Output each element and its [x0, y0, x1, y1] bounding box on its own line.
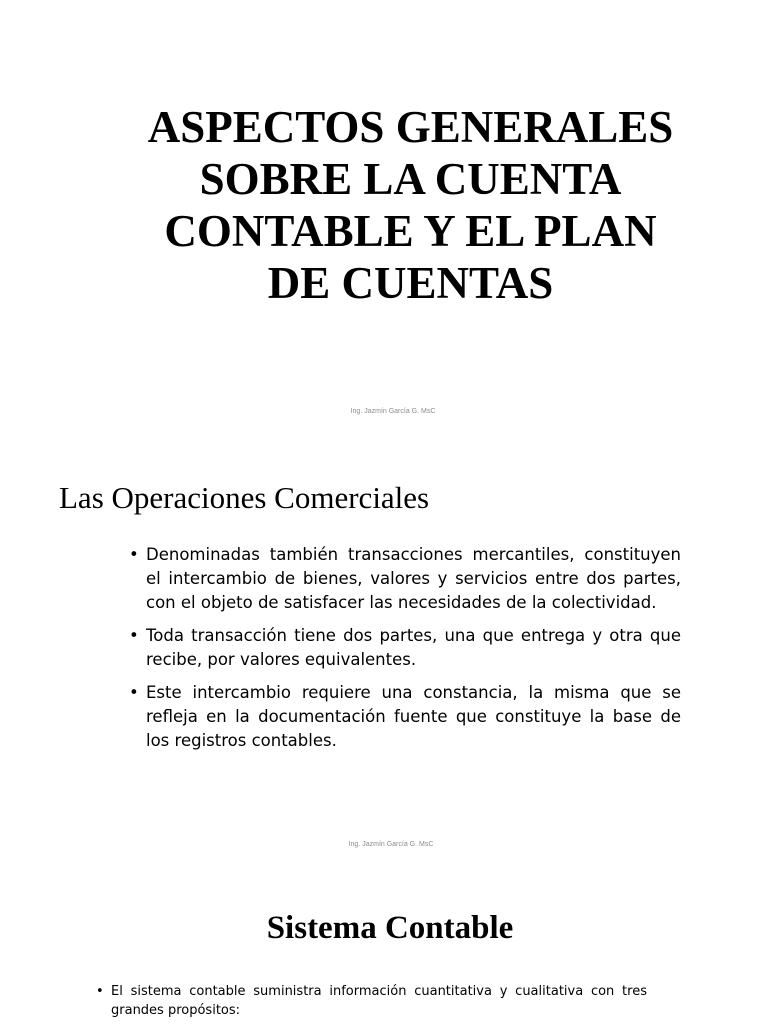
presentation-title: ASPECTOS GENERALES SOBRE LA CUENTA CONTABLE Y EL PLAN DE CUENTAS [147, 102, 674, 308]
bullet-list [96, 982, 647, 1020]
bullet-item [129, 681, 681, 753]
bullet-icon: • [129, 683, 139, 702]
bullet-text: El sistema contable suministra información cuantitativa y cualitativa con tres grandes propósitos: [111, 984, 647, 1018]
bullet-item [129, 543, 681, 615]
bullet-text: Denominadas también transacciones mercantiles, constituyen el intercambio de bienes, valores y servicios entre dos partes, con el objeto de satisfacer las necesidades de la colectividad. [146, 545, 681, 612]
slide-operaciones-comerciales [0, 440, 768, 870]
bullet-icon: • [129, 545, 139, 564]
slide-footer: Ing. Jazmín García G. MsC [350, 408, 436, 415]
bullet-item [129, 624, 681, 672]
bullet-text: Este intercambio requiere una constancia, la misma que se refleja en la documentación fuente que constituye la base de los registros contables. [146, 683, 681, 750]
bullet-icon: • [129, 626, 139, 645]
bullet-list [129, 543, 681, 762]
slide-title [0, 0, 768, 440]
slide-heading: Las Operaciones Comerciales [59, 480, 430, 515]
slide-sistema-contable [0, 870, 768, 1024]
bullet-item [96, 982, 647, 1020]
bullet-icon: • [96, 984, 104, 999]
bullet-text: Toda transacción tiene dos partes, una que entrega y otra que recibe, por valores equivalentes. [146, 626, 681, 669]
slide-heading: Sistema Contable [266, 910, 514, 946]
slide-footer: Ing. Jazmín García G. MsC [348, 841, 434, 848]
